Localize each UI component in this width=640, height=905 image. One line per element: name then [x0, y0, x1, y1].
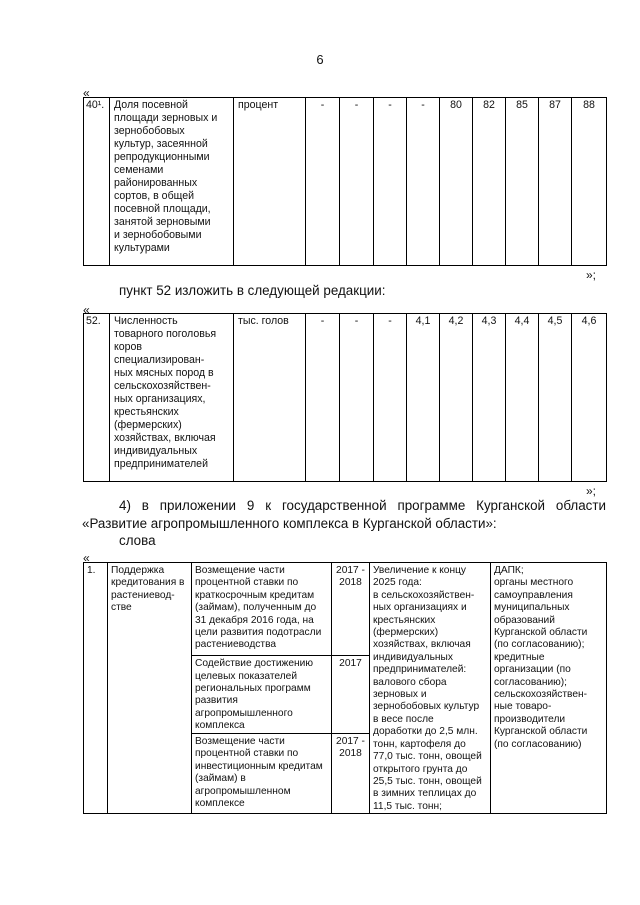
executor-line: (по согласованию): [494, 738, 582, 750]
indicator-name-line: предпринимателей: [114, 458, 208, 470]
measure-line: растениеводства: [195, 639, 277, 651]
unit-cell: процент: [234, 98, 306, 266]
measure-line: краткосрочным кредитам: [195, 589, 315, 601]
indicator-name-line: ных организациях,: [114, 393, 206, 405]
indicator-name-line: районированных: [114, 177, 198, 189]
value-cell: -: [374, 98, 407, 266]
measure-cell: [192, 733, 332, 813]
indicator-table-40: [83, 97, 607, 266]
result-line: зерновых и: [373, 689, 427, 701]
measure-line: процентной ставки по: [195, 577, 299, 589]
measure-line: цели развития подотрасли: [195, 627, 322, 639]
year-line: 2018: [339, 748, 362, 760]
indicator-name-line: коров: [114, 341, 143, 353]
table-row: [84, 314, 607, 482]
executor-line: Курганской области: [494, 726, 588, 738]
value-cell: -: [340, 98, 374, 266]
close-quote: »;: [586, 268, 597, 282]
task-line: Поддержка: [111, 565, 165, 576]
result-line: предпринимателей:: [373, 664, 467, 676]
paragraph-4-line1: 4) в приложении 9 к государственной программе Курганской области: [119, 498, 606, 513]
executor-line: органы местного: [494, 577, 574, 589]
indicator-name-line: и зернобобовыми: [114, 229, 202, 241]
measure-line: агропромышленного: [195, 707, 293, 719]
executor-line: сельскохозяйствен-: [494, 689, 588, 701]
result-line: хозяйствах, включая: [373, 639, 471, 651]
indicator-name: [110, 98, 234, 266]
indicator-name-line: занятой зерновыми: [114, 216, 211, 228]
paragraph-4-line3: слова: [119, 533, 156, 548]
indicator-name-line: семенами: [114, 164, 164, 176]
value-cell: -: [374, 314, 407, 482]
measure-cell: [192, 563, 332, 656]
row-number: 1.: [84, 563, 108, 814]
unit-cell: тыс. голов: [234, 314, 306, 482]
indicator-name-line: сельскохозяйствен-: [114, 380, 211, 392]
measure-line: региональных программ: [195, 683, 311, 695]
result-line: в сельскохозяйствен-: [373, 589, 475, 601]
row-number: 40¹.: [84, 98, 110, 266]
value-cell: -: [306, 314, 340, 482]
value-cell: 87: [539, 98, 572, 266]
open-quote: «: [83, 303, 90, 317]
result-line: тонн, картофеля до: [373, 738, 466, 750]
executor-line: производители: [494, 713, 566, 725]
measure-line: Возмещение части: [195, 565, 285, 576]
row-number: 52.: [84, 314, 110, 482]
measure-line: комплексе: [195, 797, 245, 809]
measure-cell: [192, 656, 332, 734]
year-cell: [332, 563, 370, 656]
close-quote: »;: [586, 484, 597, 498]
task-line: стве: [111, 602, 132, 614]
result-line: 77,0 тыс. тонн, овощей: [373, 751, 482, 763]
indicator-name-line: репродукционными: [114, 151, 210, 163]
value-cell: 80: [440, 98, 473, 266]
measure-line: 31 декабря 2016 года, на: [195, 614, 314, 626]
table-row: [84, 98, 607, 266]
task-cell: [108, 563, 192, 814]
value-cell: -: [340, 314, 374, 482]
value-cell: -: [407, 98, 440, 266]
result-line: 25,5 тыс. тонн, овощей: [373, 775, 482, 787]
open-quote: «: [83, 86, 90, 100]
indicator-name-line: сортов, в общей: [114, 190, 195, 202]
value-cell: 4,6: [572, 314, 607, 482]
result-line: валового сбора: [373, 676, 447, 688]
indicator-name-line: крестьянских: [114, 406, 179, 418]
result-line: в зимних теплицах до: [373, 788, 477, 800]
year-line: 2017 -: [336, 735, 365, 747]
year-line: 2017 -: [336, 565, 365, 576]
executor-line: ные товаро-: [494, 701, 552, 713]
measures-table: [83, 562, 607, 814]
result-line: ных организациях и: [373, 602, 467, 614]
indicator-name-line: хозяйствах, включая: [114, 432, 216, 444]
executor-line: организации (по: [494, 664, 571, 676]
measure-line: инвестиционным кредитам: [195, 760, 323, 772]
task-line: кредитования в: [111, 577, 185, 589]
measure-line: Возмещение части: [195, 735, 285, 747]
value-cell: 4,1: [407, 314, 440, 482]
executor-line: образований: [494, 614, 555, 626]
value-cell: 85: [506, 98, 539, 266]
result-line: открытого грунта до: [373, 763, 468, 775]
value-cell: 82: [473, 98, 506, 266]
indicator-name-line: Доля посевной: [114, 99, 188, 111]
year-line: 2017: [339, 658, 362, 670]
measure-line: (займам), полученным до: [195, 602, 317, 614]
measure-line: развития: [195, 695, 238, 707]
indicator-table-52: [83, 313, 607, 482]
result-line: (фермерских): [373, 627, 439, 639]
indicator-name-line: индивидуальных: [114, 445, 198, 457]
value-cell: 4,3: [473, 314, 506, 482]
indicator-name-line: площади зерновых и: [114, 112, 218, 124]
result-line: Увеличение к концу: [373, 565, 467, 576]
indicator-name-line: культурами: [114, 242, 170, 254]
result-line: крестьянских: [373, 614, 436, 626]
result-line: 2025 года:: [373, 577, 422, 589]
indicator-name-line: (фермерских): [114, 419, 182, 431]
indicator-name-line: посевной площади,: [114, 203, 211, 215]
indicator-name-line: ных мясных пород в: [114, 367, 214, 379]
indicator-name-line: специализирован-: [114, 354, 205, 366]
measure-line: (займам) в: [195, 773, 246, 785]
task-line: растениевод-: [111, 589, 175, 601]
year-cell: [332, 733, 370, 813]
result-cell: [370, 563, 491, 814]
page-number: 6: [316, 52, 324, 67]
executor-cell: [491, 563, 607, 814]
result-line: зернобобовых культур: [373, 701, 480, 713]
indicator-name-line: товарного поголовья: [114, 328, 217, 340]
table-row: [84, 563, 607, 656]
value-cell: 4,5: [539, 314, 572, 482]
result-line: индивидуальных: [373, 651, 453, 663]
year-line: 2018: [339, 577, 362, 589]
indicator-name-line: зернобобовых: [114, 125, 185, 137]
value-cell: 4,4: [506, 314, 539, 482]
executor-line: Курганской области: [494, 627, 588, 639]
year-cell: [332, 656, 370, 734]
open-quote: «: [83, 551, 90, 565]
indicator-name-line: Численность: [114, 315, 178, 327]
paragraph-52: пункт 52 изложить в следующей редакции:: [119, 283, 386, 298]
executor-line: самоуправления: [494, 589, 573, 601]
result-line: доработки до 2,5 млн.: [373, 726, 478, 738]
executor-line: согласованию);: [494, 676, 567, 688]
indicator-name-line: культур, засеянной: [114, 138, 208, 150]
result-line: в весе после: [373, 713, 434, 725]
executor-line: кредитные: [494, 651, 545, 663]
measure-line: Содействие достижению: [195, 658, 313, 670]
value-cell: 4,2: [440, 314, 473, 482]
executor-line: (по согласованию);: [494, 639, 585, 651]
measure-line: комплекса: [195, 720, 245, 732]
value-cell: 88: [572, 98, 607, 266]
indicator-name: [110, 314, 234, 482]
measure-line: процентной ставки по: [195, 748, 299, 760]
result-line: 11,5 тыс. тонн;: [373, 800, 442, 812]
paragraph-4-line2: «Развитие агропромышленного комплекса в Курганской области»:: [82, 516, 497, 531]
executor-line: ДАПК;: [494, 565, 524, 576]
executor-line: муниципальных: [494, 602, 570, 614]
value-cell: -: [306, 98, 340, 266]
measure-line: целевых показателей: [195, 670, 298, 682]
measure-line: агропромышленном: [195, 785, 291, 797]
